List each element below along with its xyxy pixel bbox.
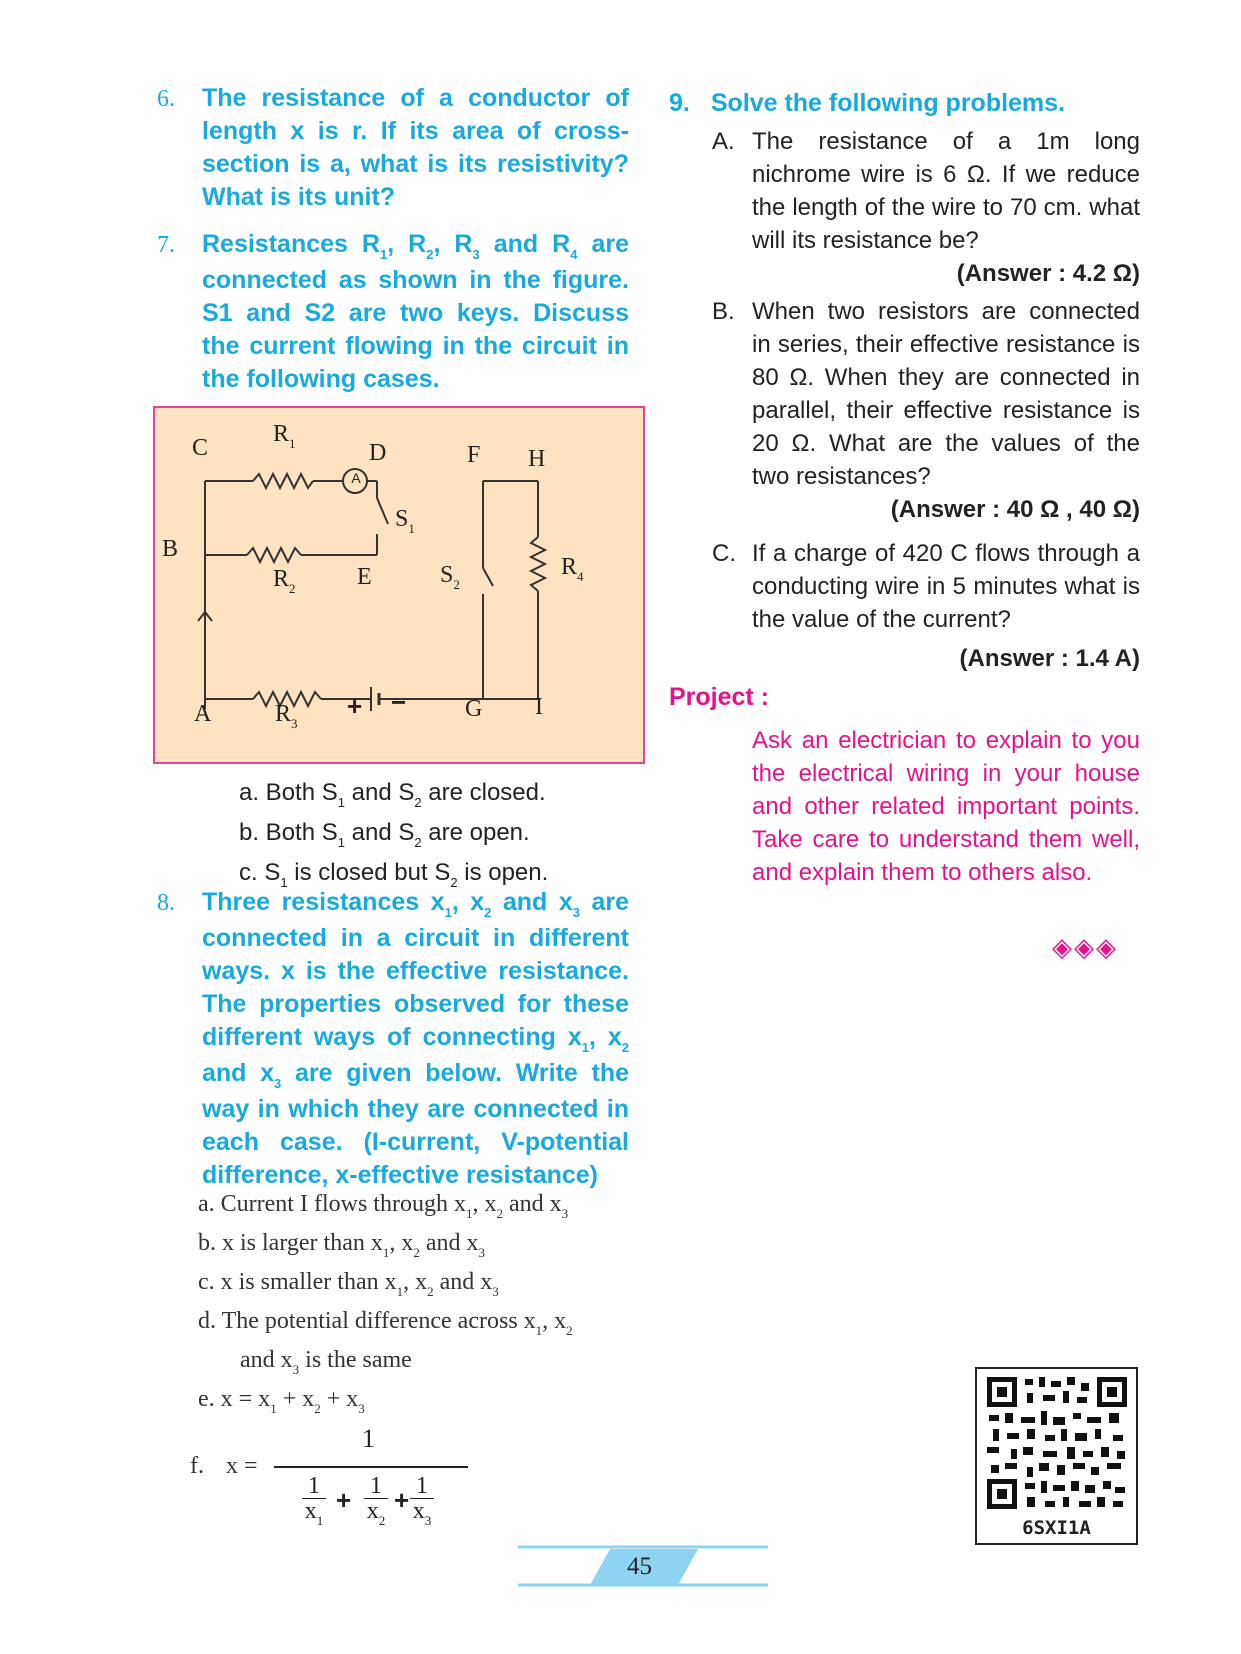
- option-b: b. x is larger than $x_1$, $x_2$ and $x_3$: [198, 1230, 486, 1260]
- problem-label: C.: [712, 540, 736, 567]
- switch-s2: [483, 568, 493, 586]
- option-d-cont: and $x_3$ is the same: [240, 1347, 412, 1377]
- battery-plus: +: [347, 691, 363, 721]
- divider-diamonds-icon: ◈◈◈: [1052, 932, 1118, 962]
- label-h: H: [528, 446, 546, 472]
- problem-c: [712, 537, 1140, 675]
- frac-3: 1 $x_3$: [410, 1474, 434, 1526]
- q7-cases: [239, 774, 639, 894]
- resistor-r4: [531, 537, 545, 591]
- problem-label: A.: [712, 128, 735, 155]
- option-d: d. The potential difference across $x_1$, $x_2$: [198, 1308, 573, 1338]
- option-f-x: x =: [226, 1453, 258, 1479]
- label-d: D: [369, 440, 387, 466]
- problem-text: When two resistors are connected in series, their effective resistance is 80 Ω. When they are connected in parallel, their effective resistance is 20 Ω. What are the values of the two resistances?: [752, 298, 1140, 490]
- qr-code[interactable]: [975, 1367, 1138, 1545]
- label-c: C: [192, 435, 209, 461]
- case-a: a. Both $S_1$ and $S_2$ are closed.: [239, 779, 546, 810]
- plus-2: +: [394, 1485, 410, 1515]
- label-s2: $S_2$: [440, 562, 460, 592]
- question-number: 7.: [157, 232, 175, 258]
- problem-text: The resistance of a 1m long nichrome wire is 6 Ω. If we reduce the length of the wire to 70 cm. what will its resistance be?: [752, 128, 1140, 254]
- question-text: Resistances $R_1$, $R_2$, $R_3$ and $R_4$ are connected as shown in the figure. S1 and S2 are two keys. Discuss the current flowing in the circuit in the following cases.: [202, 230, 630, 393]
- problem-b: [712, 295, 1140, 526]
- question-text: Three resistances $x_1$, $x_2$ and $x_3$ are connected in a circuit in different ways. x is the effective resistance. The properties observed for these different ways of connecting $x_1$, $x_2$ and $x_3$ are given below. Write the way in which they are connected in each case. (I-current, V-potential difference, x-effective resistance): [202, 888, 630, 1189]
- label-b: B: [162, 536, 179, 562]
- question-title: Solve the following problems.: [710, 89, 1066, 117]
- label-e: E: [357, 564, 372, 590]
- project-title: Project :: [669, 683, 770, 711]
- problem-answer: (Answer : 4.2 Ω): [956, 260, 1140, 287]
- fraction-bar: [274, 1466, 468, 1468]
- option-f-numerator: 1: [362, 1424, 375, 1453]
- project-text: Ask an electrician to explain to you the electrical wiring in your house and other related important points. Take care to understand them well, and explain them to others also.: [752, 727, 1140, 886]
- q8-options: [198, 1186, 638, 1420]
- question-text: The resistance of a conductor of length x is r. If its area of cross-section is a, what is its resistivity? What is its unit?: [202, 84, 629, 211]
- case-b: b. Both $S_1$ and $S_2$ are open.: [239, 819, 530, 850]
- question-number: 8.: [157, 890, 175, 916]
- label-g: G: [465, 696, 483, 722]
- label-r2: $R_2$: [273, 566, 296, 596]
- question-number: 9.: [669, 89, 690, 117]
- qr-code-label: 6SXI1A: [1022, 1517, 1091, 1539]
- question-number: 6.: [157, 86, 175, 112]
- option-a: a. Current I flows through $x_1$, $x_2$ and $x_3$: [198, 1191, 569, 1221]
- problem-answer: (Answer : 40 Ω , 40 Ω): [890, 496, 1140, 523]
- resistor-r1: [253, 474, 313, 488]
- battery-minus: −: [391, 687, 407, 717]
- label-a: A: [194, 701, 212, 727]
- label-r3: $R_3$: [275, 701, 298, 731]
- case-c: c. $S_1$ is closed but $S_2$ is open.: [239, 859, 549, 890]
- switch-s1: [377, 498, 388, 524]
- option-e: e. $x = x_1 + x_2 + x_3$: [198, 1386, 365, 1416]
- question-9: [669, 87, 1149, 120]
- frac-2: 1 $x_2$: [364, 1474, 388, 1526]
- problem-answer: (Answer : 1.4 A): [959, 645, 1140, 672]
- question-6: [157, 82, 629, 214]
- option-c: c. x is smaller than $x_1$, $x_2$ and $x_3$: [198, 1269, 499, 1299]
- label-i: I: [535, 694, 543, 720]
- ammeter-label: A: [351, 470, 361, 486]
- problem-text: If a charge of 420 C flows through a conducting wire in 5 minutes what is the value of the current?: [752, 540, 1140, 633]
- qr-code-icon: [987, 1377, 1127, 1509]
- option-f-label: f.: [190, 1453, 204, 1479]
- problem-a: [712, 125, 1140, 290]
- question-8: [157, 886, 629, 1192]
- resistor-r2: [247, 548, 301, 562]
- label-f: F: [467, 442, 481, 468]
- frac-1: 1 $x_1$: [302, 1474, 326, 1526]
- label-s1: $S_1$: [395, 506, 415, 536]
- label-r4: $R_4$: [561, 554, 584, 584]
- label-r1: $R_1$: [273, 421, 296, 451]
- page-number: 45: [627, 1553, 652, 1580]
- plus-1: +: [336, 1485, 352, 1515]
- circuit-diagram: [153, 406, 645, 764]
- problem-label: B.: [712, 298, 735, 325]
- question-7: [157, 228, 629, 396]
